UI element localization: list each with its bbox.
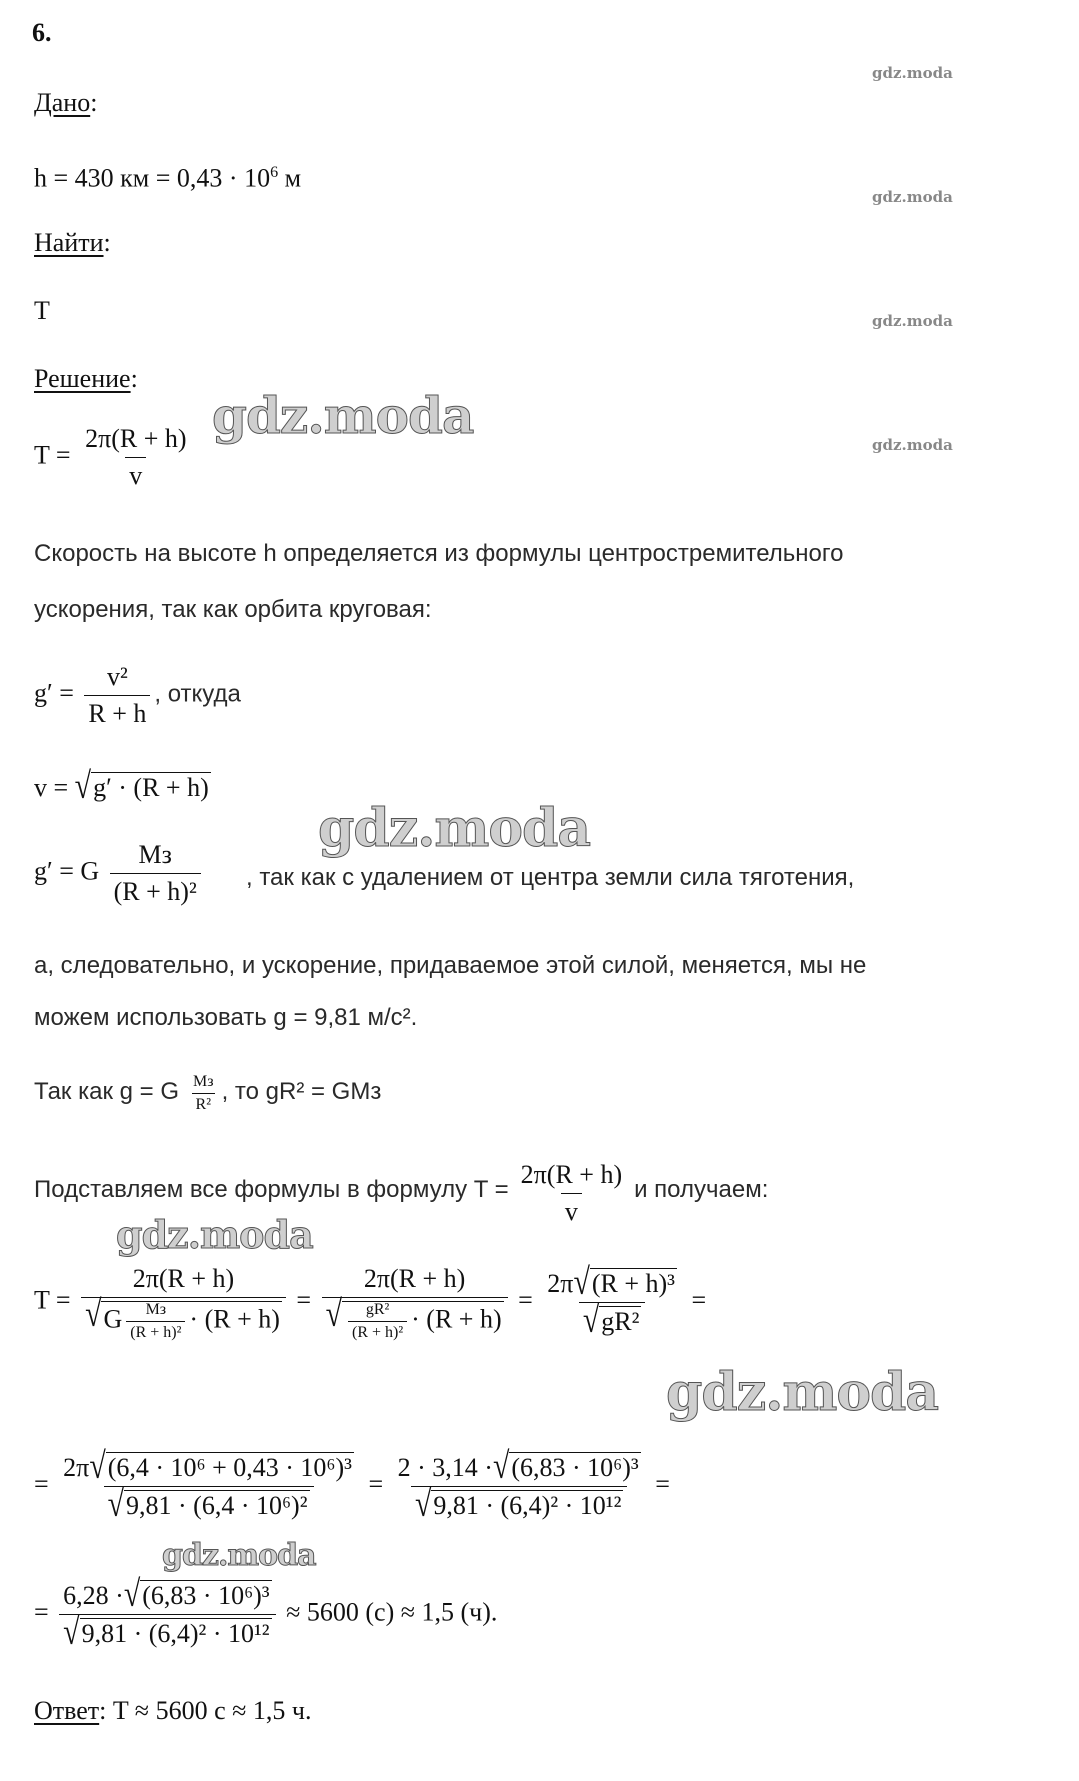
derivation-1-sqrt-a-body	[101, 1301, 281, 1341]
given-value: h = 430 км = 0,43 · 10	[34, 163, 271, 193]
derivation-2-coef: 2 · 3,14 ·	[397, 1453, 493, 1482]
derivation-1-sqrt-b	[325, 1293, 504, 1341]
sqrt-sign-icon: √	[414, 1483, 432, 1525]
gravity-denominator: (R + h)²	[110, 873, 201, 907]
derivation-3-sqrt-b	[63, 1611, 271, 1653]
given-heading: Дано	[34, 88, 91, 117]
centripetal-formula	[34, 662, 241, 729]
derivation-3-sqrt-a-body: (6,83 · 10⁶)³	[142, 1581, 270, 1610]
derivation-1-eq-1: =	[296, 1285, 312, 1315]
derivation-2-frac-b-den	[411, 1483, 627, 1525]
since-fraction	[189, 1074, 218, 1113]
derivation-3-eq-start: =	[34, 1597, 49, 1627]
derivation-3-frac-num	[59, 1573, 275, 1615]
accel-text-line-1: а, следовательно, и ускорение, придаваемое этой силой, меняется, мы не	[34, 952, 867, 979]
watermark-large-3: gdz.moda	[116, 1212, 313, 1257]
derivation-1-sqrt-d	[582, 1299, 642, 1341]
since-suffix: , то gR² = GMз	[221, 1078, 382, 1106]
derivation-2-eq-2: =	[655, 1469, 670, 1499]
answer-heading: Ответ	[34, 1696, 100, 1725]
derivation-1-sqrt-b-body	[342, 1301, 504, 1341]
period-lhs: T =	[34, 440, 71, 470]
given-colon: :	[90, 88, 98, 117]
derivation-2-frac-a-num	[59, 1445, 358, 1487]
derivation-1-inner-frac-b	[348, 1302, 407, 1341]
solution-heading: Решение	[34, 364, 131, 393]
sqrt-sign-icon: √	[123, 1573, 141, 1615]
derivation-1-inner-den-a: (R + h)²	[126, 1321, 185, 1341]
answer-value: : T ≈ 5600 c ≈ 1,5 ч.	[99, 1696, 312, 1725]
derivation-1-times-b: · (R + h)	[411, 1304, 502, 1334]
derivation-1-inner-den-b: (R + h)²	[348, 1321, 407, 1341]
sqrt-sign-icon: √	[89, 1445, 106, 1487]
derivation-2-eq-start: =	[34, 1469, 49, 1499]
period-formula	[34, 424, 195, 491]
substitute-fraction	[517, 1160, 626, 1227]
period-denominator: v	[125, 457, 146, 491]
period-fraction	[81, 424, 190, 491]
derivation-line-1	[34, 1261, 707, 1341]
given-heading-row	[34, 88, 97, 118]
derivation-1-inner-num-b: gR²	[365, 1301, 390, 1318]
centripetal-denominator: R + h	[84, 695, 150, 729]
watermark-small-4: gdz.moda	[872, 436, 953, 454]
problem-number: 6.	[32, 18, 52, 47]
substitute-denominator: v	[561, 1193, 582, 1227]
watermark-large-1: gdz.moda	[212, 386, 474, 445]
substitute-numerator: 2π(R + h)	[520, 1160, 623, 1189]
watermark-small-3: gdz.moda	[872, 312, 953, 330]
given-unit: м	[278, 163, 302, 193]
find-heading-row	[34, 228, 111, 258]
watermark-large-4: gdz.moda	[666, 1362, 939, 1423]
velocity-lhs: v =	[34, 773, 69, 802]
derivation-1-g: G	[103, 1304, 123, 1334]
derivation-1-frac-a	[81, 1264, 286, 1341]
derivation-1-sqrt-c	[573, 1261, 677, 1303]
derivation-2-frac-b-num	[394, 1445, 645, 1487]
derivation-1-frac-c-num	[543, 1261, 681, 1303]
derivation-line-2	[34, 1445, 670, 1525]
solution-colon: :	[130, 364, 138, 393]
derivation-1-eq-2: =	[518, 1285, 533, 1315]
derivation-1-frac-a-den	[81, 1293, 286, 1341]
sqrt-sign-icon: √	[63, 1611, 80, 1653]
gravity-lhs: g′ = G	[34, 856, 100, 886]
derivation-2-sqrt-b	[107, 1483, 310, 1525]
velocity-sqrt	[74, 765, 211, 807]
derivation-3-coef: 6,28 ·	[63, 1581, 124, 1610]
sqrt-sign-icon: √	[325, 1293, 342, 1335]
derivation-1-two-pi: 2π	[547, 1269, 574, 1298]
derivation-1-frac-a-num: 2π(R + h)	[132, 1264, 235, 1293]
velocity-formula	[34, 765, 211, 807]
watermark-large-5: gdz.moda	[162, 1538, 316, 1573]
derivation-1-eq-3: =	[691, 1285, 707, 1315]
derivation-2-frac-a-den	[104, 1483, 314, 1525]
derivation-1-frac-b-num: 2π(R + h)	[363, 1264, 466, 1293]
derivation-1-frac-c-den	[579, 1299, 646, 1341]
sqrt-sign-icon: √	[582, 1299, 600, 1341]
find-colon: :	[103, 228, 111, 257]
derivation-3-result: ≈ 5600 (c) ≈ 1,5 (ч).	[286, 1597, 498, 1627]
derivation-2-sqrt-d-body: 9,81 · (6,4)² · 10¹²	[433, 1491, 622, 1520]
sqrt-sign-icon: √	[492, 1445, 510, 1487]
derivation-2-frac-a	[59, 1445, 358, 1525]
derivation-2-sqrt-c-body: (6,83 · 10⁶)³	[511, 1453, 639, 1482]
since-prefix: Так как g = G	[34, 1078, 180, 1106]
derivation-1-frac-c	[543, 1261, 681, 1341]
substitute-suffix: и получаем:	[634, 1176, 769, 1204]
watermark-small-2: gdz.moda	[872, 188, 953, 206]
gravity-formula	[34, 840, 205, 907]
find-value: T	[34, 296, 50, 325]
since-numerator: Mз	[193, 1073, 214, 1090]
since-formula	[34, 1074, 381, 1113]
derivation-1-frac-b	[322, 1264, 508, 1341]
derivation-1-inner-num-a: Mз	[145, 1301, 167, 1318]
gravity-numerator: Mз	[138, 840, 172, 869]
derivation-1-lhs: T =	[34, 1285, 71, 1315]
velocity-sqrt-body: g′ · (R + h)	[93, 773, 209, 802]
derivation-2-sqrt-b-body: 9,81 · (6,4 · 10⁶)²	[126, 1491, 308, 1520]
gravity-fraction	[110, 840, 201, 907]
substitute-text: Подставляем все формулы в формулу T =	[34, 1176, 509, 1204]
solution-heading-row	[34, 364, 138, 394]
centripetal-lhs: g′ =	[34, 678, 74, 708]
given-exp: 6	[270, 164, 279, 181]
speed-text-line-1: Скорость на высоте h определяется из формулы центростремительного	[34, 540, 844, 567]
centripetal-fraction	[84, 662, 150, 729]
sqrt-sign-icon: √	[107, 1483, 125, 1525]
derivation-3-sqrt-b-body: 9,81 · (6,4)² · 10¹²	[81, 1619, 270, 1648]
watermark-small-1: gdz.moda	[872, 64, 953, 82]
given-value-row	[34, 158, 301, 194]
sqrt-sign-icon: √	[573, 1261, 590, 1303]
find-heading: Найти	[34, 228, 104, 257]
sqrt-sign-icon: √	[74, 765, 92, 807]
derivation-2-two-pi: 2π	[63, 1453, 90, 1482]
derivation-3-sqrt-a	[123, 1573, 272, 1615]
derivation-3-frac	[59, 1573, 275, 1653]
derivation-2-sqrt-a-body: (6,4 · 10⁶ + 0,43 · 10⁶)³	[107, 1453, 352, 1482]
derivation-1-sqrt-c-body: (R + h)³	[591, 1269, 675, 1298]
gravity-text: , так как с удалением от центра земли сила тяготения,	[246, 864, 855, 891]
derivation-2-sqrt-c	[492, 1445, 641, 1487]
centripetal-suffix: , откуда	[154, 680, 241, 708]
derivation-2-sqrt-a	[89, 1445, 354, 1487]
derivation-1-frac-b-den	[322, 1293, 508, 1341]
since-denominator: R²	[192, 1093, 215, 1113]
derivation-1-sqrt-d-body: gR²	[601, 1307, 640, 1336]
derivation-2-sqrt-d	[414, 1483, 623, 1525]
speed-text-line-2: ускорения, так как орбита круговая:	[34, 596, 432, 623]
derivation-1-times-a: · (R + h)	[189, 1304, 280, 1334]
derivation-1-inner-frac-a	[126, 1302, 185, 1341]
derivation-line-3	[34, 1573, 498, 1653]
accel-text-line-2: можем использовать g = 9,81 м/с².	[34, 1004, 418, 1031]
centripetal-numerator: v²	[106, 662, 128, 691]
sqrt-sign-icon: √	[85, 1293, 102, 1335]
watermark-large-2: gdz.moda	[318, 798, 591, 859]
derivation-3-frac-den	[59, 1611, 275, 1653]
period-numerator: 2π(R + h)	[85, 424, 187, 453]
answer-row	[34, 1696, 311, 1726]
derivation-2-eq-1: =	[368, 1469, 384, 1499]
derivation-2-frac-b	[394, 1445, 645, 1525]
derivation-1-sqrt-a	[85, 1293, 282, 1341]
